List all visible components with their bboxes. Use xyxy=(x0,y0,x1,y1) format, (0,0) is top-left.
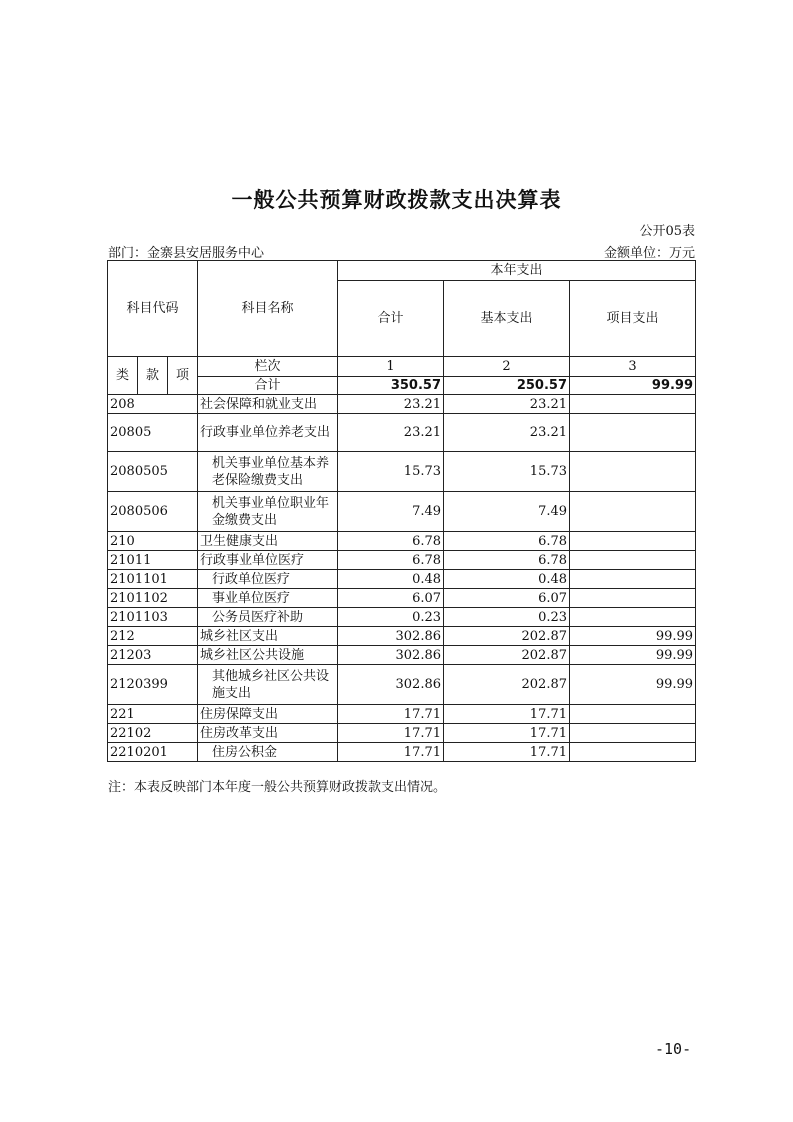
row-code: 21011 xyxy=(108,551,198,570)
row-name: 机关事业单位职业年金缴费支出 xyxy=(198,492,338,532)
row-code: 21203 xyxy=(108,646,198,665)
row-total: 17.71 xyxy=(338,743,444,762)
row-code: 2210201 xyxy=(108,743,198,762)
expense-table xyxy=(107,260,696,762)
row-name: 机关事业单位基本养老保险缴费支出 xyxy=(198,452,338,492)
header-total: 合计 xyxy=(338,281,444,357)
footnote: 注：本表反映部门本年度一般公共预算财政拨款支出情况。 xyxy=(108,780,447,795)
row-basic: 6.78 xyxy=(444,551,570,570)
row-basic: 0.48 xyxy=(444,570,570,589)
row-code: 208 xyxy=(108,395,198,414)
header-col2: 2 xyxy=(444,357,570,377)
form-number: 公开05表 xyxy=(639,224,695,239)
header-col1: 1 xyxy=(338,357,444,377)
row-project xyxy=(570,492,696,532)
row-basic: 23.21 xyxy=(444,414,570,452)
row-name: 行政事业单位养老支出 xyxy=(198,414,338,452)
row-basic: 0.23 xyxy=(444,608,570,627)
row-total: 0.48 xyxy=(338,570,444,589)
row-code: 221 xyxy=(108,705,198,724)
header-basic: 基本支出 xyxy=(444,281,570,357)
total-row-basic: 250.57 xyxy=(444,377,570,395)
header-year-expense: 本年支出 xyxy=(338,261,696,281)
row-code: 2080505 xyxy=(108,452,198,492)
row-basic: 7.49 xyxy=(444,492,570,532)
row-name: 城乡社区支出 xyxy=(198,627,338,646)
row-basic: 202.87 xyxy=(444,665,570,705)
row-name: 事业单位医疗 xyxy=(198,589,338,608)
row-basic: 17.71 xyxy=(444,705,570,724)
row-total: 23.21 xyxy=(338,414,444,452)
row-project xyxy=(570,551,696,570)
total-row-label: 合计 xyxy=(198,377,338,395)
page-title: 一般公共预算财政拨款支出决算表 xyxy=(231,188,562,212)
row-name: 住房改革支出 xyxy=(198,724,338,743)
row-name: 卫生健康支出 xyxy=(198,532,338,551)
row-code: 212 xyxy=(108,627,198,646)
row-name: 行政事业单位医疗 xyxy=(198,551,338,570)
total-row-total: 350.57 xyxy=(338,377,444,395)
row-total: 6.78 xyxy=(338,532,444,551)
header-lanci: 栏次 xyxy=(198,357,338,377)
row-project xyxy=(570,570,696,589)
row-name: 住房保障支出 xyxy=(198,705,338,724)
department-label: 部门：金寨县安居服务中心 xyxy=(108,246,265,261)
unit-label: 金额单位：万元 xyxy=(603,246,695,261)
row-basic: 23.21 xyxy=(444,395,570,414)
row-code: 22102 xyxy=(108,724,198,743)
row-project xyxy=(570,743,696,762)
row-total: 15.73 xyxy=(338,452,444,492)
row-project xyxy=(570,452,696,492)
row-project xyxy=(570,608,696,627)
row-total: 0.23 xyxy=(338,608,444,627)
row-code: 2120399 xyxy=(108,665,198,705)
header-col3: 3 xyxy=(570,357,696,377)
row-project: 99.99 xyxy=(570,646,696,665)
header-xiang: 项 xyxy=(168,357,198,395)
row-total: 6.78 xyxy=(338,551,444,570)
row-name: 其他城乡社区公共设施支出 xyxy=(198,665,338,705)
row-project xyxy=(570,705,696,724)
row-total: 302.86 xyxy=(338,627,444,646)
page-number: -10- xyxy=(655,1040,692,1058)
row-basic: 202.87 xyxy=(444,627,570,646)
row-code: 2101102 xyxy=(108,589,198,608)
row-name: 行政单位医疗 xyxy=(198,570,338,589)
row-total: 6.07 xyxy=(338,589,444,608)
row-name: 住房公积金 xyxy=(198,743,338,762)
header-lei: 类 xyxy=(108,357,138,395)
header-name: 科目名称 xyxy=(198,261,338,357)
row-project xyxy=(570,414,696,452)
row-total: 302.86 xyxy=(338,646,444,665)
row-total: 7.49 xyxy=(338,492,444,532)
row-project xyxy=(570,589,696,608)
row-basic: 15.73 xyxy=(444,452,570,492)
row-name: 公务员医疗补助 xyxy=(198,608,338,627)
row-project xyxy=(570,724,696,743)
row-code: 2101101 xyxy=(108,570,198,589)
row-project xyxy=(570,532,696,551)
row-name: 社会保障和就业支出 xyxy=(198,395,338,414)
row-project xyxy=(570,395,696,414)
row-basic: 17.71 xyxy=(444,743,570,762)
row-basic: 6.07 xyxy=(444,589,570,608)
row-code: 2080506 xyxy=(108,492,198,532)
header-kuan: 款 xyxy=(138,357,168,395)
row-code: 20805 xyxy=(108,414,198,452)
row-name: 城乡社区公共设施 xyxy=(198,646,338,665)
row-total: 17.71 xyxy=(338,705,444,724)
row-project: 99.99 xyxy=(570,665,696,705)
header-project: 项目支出 xyxy=(570,281,696,357)
row-basic: 6.78 xyxy=(444,532,570,551)
total-row-project: 99.99 xyxy=(570,377,696,395)
row-total: 17.71 xyxy=(338,724,444,743)
row-project: 99.99 xyxy=(570,627,696,646)
row-total: 302.86 xyxy=(338,665,444,705)
header-code: 科目代码 xyxy=(108,261,198,357)
row-code: 2101103 xyxy=(108,608,198,627)
row-basic: 17.71 xyxy=(444,724,570,743)
row-code: 210 xyxy=(108,532,198,551)
row-total: 23.21 xyxy=(338,395,444,414)
row-basic: 202.87 xyxy=(444,646,570,665)
